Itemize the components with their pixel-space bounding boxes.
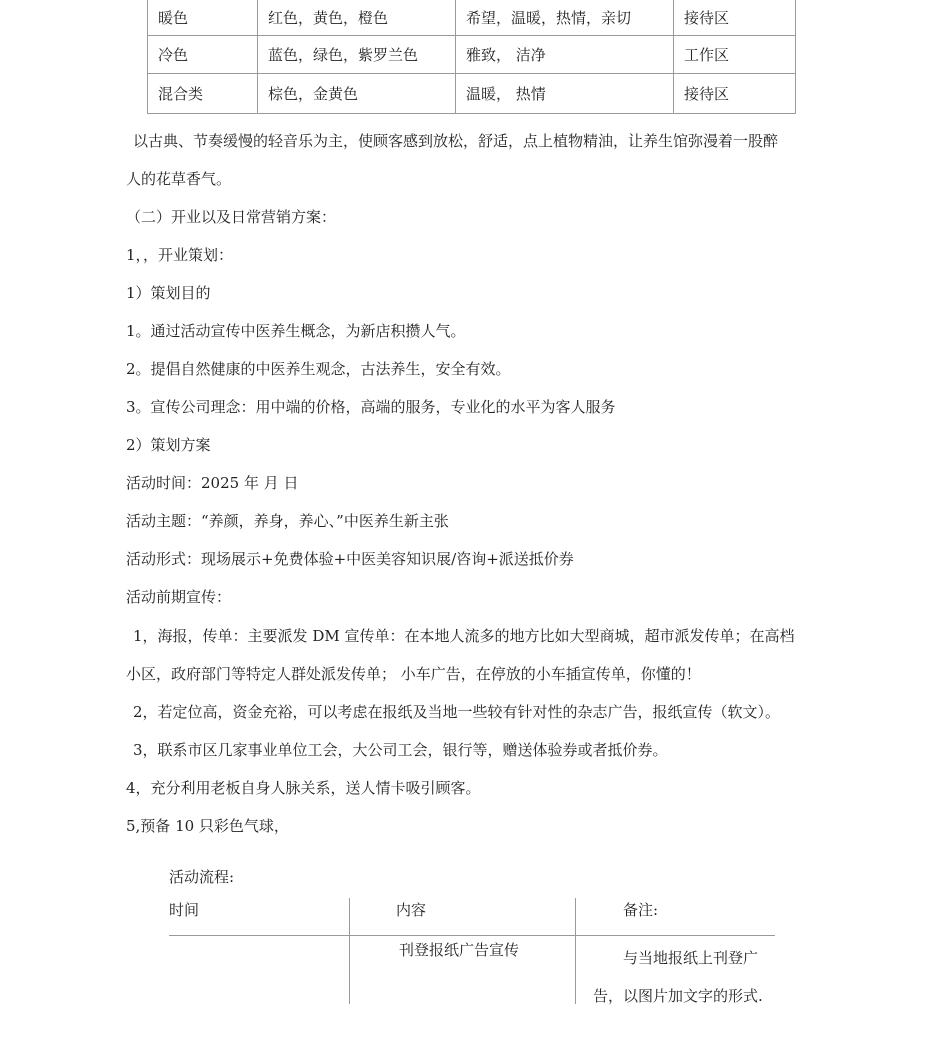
header-content: 内容 bbox=[396, 901, 427, 919]
table-cell: 蓝色，绿色，紫罗兰色 bbox=[258, 36, 456, 74]
list-item: 1，，开业策划： bbox=[126, 246, 234, 264]
flow-note: 与当地报纸上刊登广 bbox=[623, 949, 759, 967]
activity-time: 活动时间：2025 年 月 日 bbox=[126, 474, 299, 492]
subheading: 2）策划方案 bbox=[126, 436, 211, 454]
table-row bbox=[148, 74, 796, 114]
paragraph-music: 以古典、节奏缓慢的轻音乐为主，使顾客感到放松，舒适，点上植物精油，让养生馆弥漫着一股醉 bbox=[133, 132, 779, 150]
table-cell: 混合类 bbox=[148, 74, 258, 114]
activity-flow-table bbox=[169, 898, 775, 1004]
header-time: 时间 bbox=[169, 901, 200, 919]
table-cell: 接待区 bbox=[674, 74, 796, 114]
list-item-cont: 小区，政府部门等特定人群处派发传单； 小车广告，在停放的小车插宣传单，你懂的！ bbox=[126, 665, 701, 683]
color-scheme-table bbox=[147, 0, 796, 114]
table-cell: 雅致， 洁净 bbox=[456, 36, 674, 74]
list-item: 3。宣传公司理念：用中端的价格，高端的服务，专业化的水平为客人服务 bbox=[126, 398, 616, 416]
table-cell: 希望，温暖，热情，亲切 bbox=[456, 0, 674, 36]
list-item: 4，充分利用老板自身人脉关系，送人情卡吸引顾客。 bbox=[126, 779, 481, 797]
section-heading: （二）开业以及日常营销方案： bbox=[126, 208, 337, 226]
list-item: 1，海报，传单：主要派发 DM 宣传单：在本地人流多的地方比如大型商城，超市派发传单；在高档 bbox=[133, 627, 795, 645]
header-note: 备注: bbox=[623, 901, 659, 919]
list-item: 5,预备 10 只彩色气球， bbox=[126, 817, 289, 835]
divider bbox=[575, 898, 576, 1004]
list-item: 1。通过活动宣传中医养生概念，为新店积攒人气。 bbox=[126, 322, 466, 340]
table-row bbox=[148, 36, 796, 74]
subheading: 1）策划目的 bbox=[126, 284, 211, 302]
list-item: 3，联系市区几家事业单位工会，大公司工会，银行等，赠送体验券或者抵价券。 bbox=[133, 741, 668, 759]
flow-note-cont: 告，以图片加文字的形式. bbox=[593, 987, 763, 1005]
paragraph-music-cont: 人的花草香气。 bbox=[126, 170, 232, 188]
table-cell: 棕色，金黄色 bbox=[258, 74, 456, 114]
list-item: 2。提倡自然健康的中医养生观念，古法养生，安全有效。 bbox=[126, 360, 511, 378]
flow-title: 活动流程: bbox=[169, 868, 235, 886]
divider bbox=[349, 898, 350, 1004]
table-cell: 温暖， 热情 bbox=[456, 74, 674, 114]
table-cell: 工作区 bbox=[674, 36, 796, 74]
flow-content: 刊登报纸广告宣传 bbox=[399, 941, 520, 959]
list-item: 2，若定位高，资金充裕，可以考虑在报纸及当地一些较有针对性的杂志广告，报纸宣传（软文）。 bbox=[133, 703, 781, 721]
divider bbox=[169, 935, 775, 936]
table-cell: 暖色 bbox=[148, 0, 258, 36]
promo-heading: 活动前期宣传： bbox=[126, 588, 232, 606]
table-row bbox=[148, 0, 796, 36]
activity-theme: 活动主题：“养颜，养身，养心、”中医养生新主张 bbox=[126, 512, 449, 530]
table-cell: 红色，黄色，橙色 bbox=[258, 0, 456, 36]
table-cell: 冷色 bbox=[148, 36, 258, 74]
table-cell: 接待区 bbox=[674, 0, 796, 36]
activity-form: 活动形式：现场展示+免费体验+中医美容知识展/咨询+派送抵价券 bbox=[126, 550, 574, 568]
